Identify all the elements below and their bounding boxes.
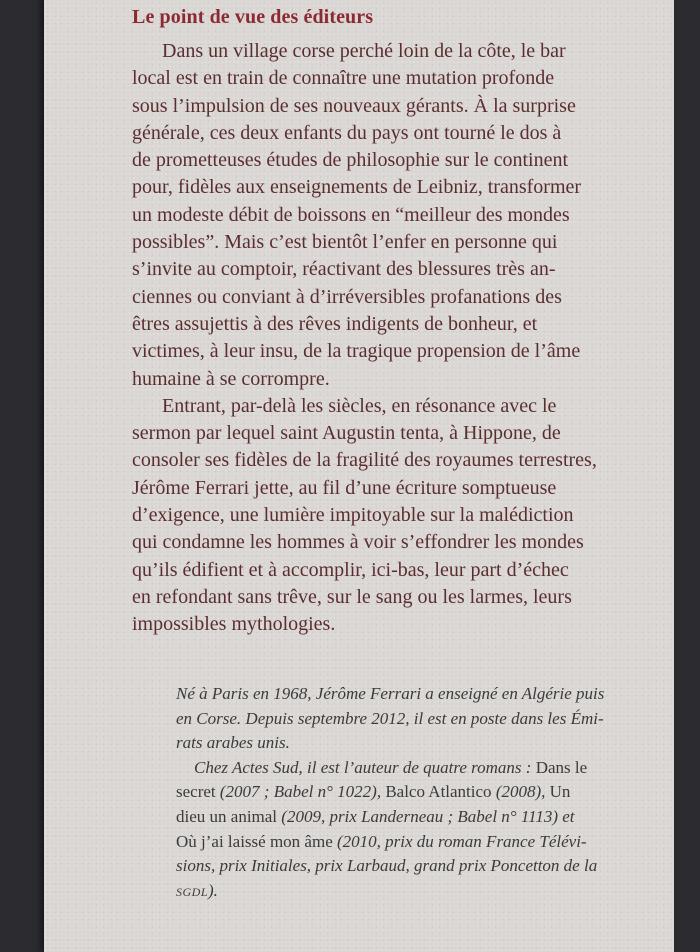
bio-line: en Corse. Depuis septembre 2012, il est en poste dans les Émi- bbox=[176, 708, 604, 728]
book-title: Où j’ai laissé mon âme bbox=[176, 831, 333, 851]
book-title: Balco Atlantico bbox=[385, 782, 492, 802]
text-line: Jérôme Ferrari jette, au fil d’une écriture somptueuse bbox=[132, 476, 557, 499]
bibliography-line bbox=[176, 879, 696, 904]
text-line: sermon par lequel saint Augustin tenta, à Hippone, de bbox=[132, 422, 561, 445]
bibliography-line bbox=[176, 780, 696, 805]
text-line: pour, fidèles aux enseignements de Leibniz, transformer bbox=[132, 176, 582, 199]
book-info: (2008), bbox=[491, 782, 550, 802]
bibliography-line bbox=[176, 805, 696, 830]
text-line: impossibles mythologies. bbox=[132, 613, 336, 636]
book-title: dieu un animal bbox=[176, 806, 278, 826]
text-line: sous l’impulsion de ses nouveaux gérants. À la surprise bbox=[132, 94, 576, 117]
text-line: possibles”. Mais c’est bientôt l’enfer en personne qui bbox=[132, 231, 558, 254]
text-line: un modeste débit de boissons en “meilleur des mondes bbox=[132, 203, 570, 226]
bibliography-line bbox=[176, 756, 696, 781]
book-title: Dans le bbox=[535, 757, 588, 777]
book-info: (2007 ; Babel n° 1022), bbox=[215, 782, 386, 802]
text-line: humaine à se corrompre. bbox=[132, 367, 330, 390]
author-bio bbox=[176, 682, 696, 903]
text-line: Dans un village corse perché loin de la côte, le bar bbox=[162, 40, 566, 62]
section-heading: Le point de vue des éditeurs bbox=[132, 6, 374, 28]
text-line: qui condamne les hommes à voir s’effondrer les mondes bbox=[132, 531, 584, 554]
publisher-blurb bbox=[132, 38, 680, 639]
text-line: en refondant sans trêve, sur le sang ou les larmes, leurs bbox=[132, 585, 572, 608]
book-info: (2009, prix Landerneau ; Babel n° 1113) bbox=[277, 806, 563, 826]
text-line: d’exigence, une lumière impitoyable sur la malédiction bbox=[132, 504, 574, 527]
bibliography-line bbox=[176, 830, 696, 855]
text-line: local est en train de connaître une mutation profonde bbox=[132, 67, 555, 90]
text-line: générale, ces deux enfants du pays ont tourné le dos à bbox=[132, 121, 562, 144]
book-title: secret bbox=[176, 782, 216, 802]
text-line: consoler ses fidèles de la fragilité des royaumes terrestres, bbox=[132, 449, 597, 472]
text-line: de prometteuses études de philosophie sur le continent bbox=[132, 149, 569, 172]
book-title: Un bbox=[549, 782, 571, 802]
text-line: ciennes ou conviant à d’irréversibles profanations des bbox=[132, 285, 562, 308]
bibliography-line: sions, prix Initiales, prix Larbaud, grand prix Poncetton de la bbox=[176, 856, 598, 876]
books-intro: Chez Actes Sud, il est l’auteur de quatre romans : bbox=[194, 757, 536, 777]
text-line: Entrant, par-delà les siècles, en résonance avec le bbox=[162, 394, 557, 417]
text-line: qu’ils édifient et à accomplir, ici-bas, leur part d’échec bbox=[132, 558, 569, 581]
text-line: êtres assujettis à des rêves indigents de bonheur, et bbox=[132, 312, 538, 335]
text-line: victimes, à leur insu, de la tragique propension de l’âme bbox=[132, 340, 581, 363]
blurb-paragraph-2 bbox=[132, 393, 680, 639]
conjunction: et bbox=[562, 806, 575, 826]
blurb-paragraph-1 bbox=[132, 38, 680, 393]
bio-line: Né à Paris en 1968, Jérôme Ferrari a enseigné en Algérie puis bbox=[176, 684, 605, 703]
book-info: SGDL bbox=[176, 884, 209, 899]
bio-line: rats arabes unis. bbox=[176, 733, 290, 753]
book-info: (2010, prix du roman France Télévi- bbox=[332, 831, 587, 851]
book-back-cover bbox=[44, 0, 674, 952]
text-line: s’invite au comptoir, réactivant des blessures très an- bbox=[132, 258, 556, 281]
book-info: ). bbox=[208, 880, 218, 900]
